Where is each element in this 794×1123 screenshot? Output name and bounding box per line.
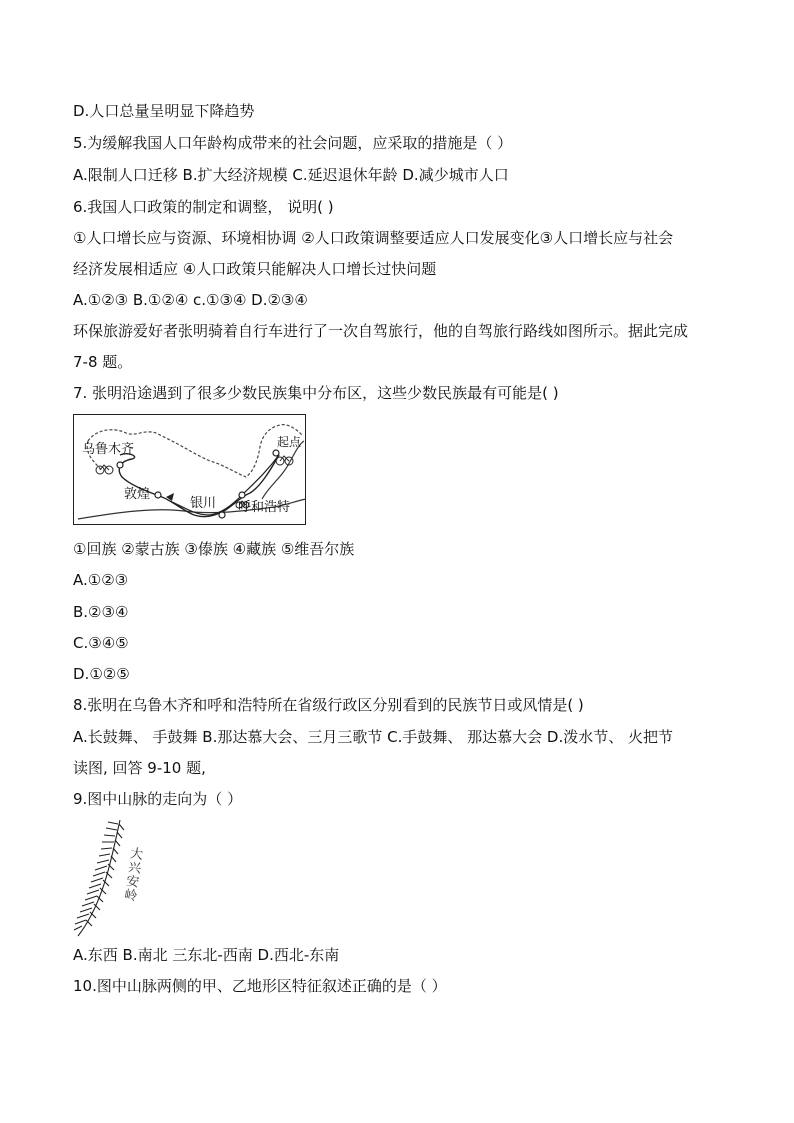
question-9-options: A.东西 B.南北 三东北-西南 D.西北-东南 — [73, 946, 340, 964]
question-6-statements-1: ①人口增长应与资源、环境相协调 ②人口政策调整要适应人口发展变化③人口增长应与社会 — [73, 229, 674, 247]
route-map — [73, 414, 306, 525]
question-7-option-c: C.③④⑤ — [73, 634, 129, 652]
passage-7-8-line-1: 环保旅游爱好者张明骑着自行车进行了一次自驾旅行，他的自驾旅行路线如图所示。据此完成 — [73, 322, 689, 340]
question-5-options: A.限制人口迁移 B.扩大经济规模 C.延迟退休年龄 D.减少城市人口 — [73, 166, 509, 184]
label-hohhot: 呼和浩特 — [238, 500, 291, 515]
question-7-statements: ①回族 ②蒙古族 ③傣族 ④藏族 ⑤维吾尔族 — [73, 540, 355, 558]
question-7: 7. 张明沿途遇到了很多少数民族集中分布区，这些少数民族最有可能是( ) — [73, 384, 559, 402]
mountain-hachure — [74, 822, 118, 930]
mountain-hachure-2 — [86, 824, 124, 926]
start-dot — [273, 450, 279, 456]
question-8-options: A.长鼓舞、 手鼓舞 B.那达慕大会、三月三歌节 C.手鼓舞、 那达慕大会 D.泼水节、 火把节 — [73, 728, 673, 746]
question-5: 5.为缓解我国人口年龄构成带来的社会问题，应采取的措施是（ ） — [73, 134, 513, 152]
label-start: 起点 — [277, 435, 302, 449]
question-6-statements-2: 经济发展相适应 ④人口政策只能解决人口增长过快问题 — [73, 260, 437, 278]
mountain-ridge — [78, 820, 120, 936]
coast-line — [262, 441, 304, 499]
question-10: 10.图中山脉两侧的甲、乙地形区特征叙述正确的是（ ） — [73, 977, 447, 995]
question-9: 9.图中山脉的走向为（ ） — [73, 790, 243, 808]
dunhuang-dot — [155, 492, 161, 498]
question-7-option-a: A.①②③ — [73, 571, 129, 589]
hohhot-dot — [239, 492, 245, 498]
bicycle-icon — [96, 465, 113, 474]
question-8: 8.张明在乌鲁木齐和呼和浩特所在省级行政区分别看到的民族节日或风情是( ) — [73, 696, 584, 714]
question-6: 6.我国人口政策的制定和调整， 说明( ) — [73, 198, 334, 216]
label-yinchuan: 银川 — [190, 496, 217, 511]
passage-7-8-line-2: 7-8 题。 — [73, 353, 133, 371]
mountain-map — [72, 818, 142, 938]
label-urumqi: 乌鲁木齐 — [82, 442, 135, 457]
question-6-options: A.①②③ B.①②④ c.①③④ D.②③④ — [73, 291, 308, 309]
passage-9-10: 读图, 回答 9-10 题, — [73, 759, 206, 777]
mountain-label: 大兴安岭 — [123, 846, 144, 905]
line-d-population: D.人口总量呈明显下降趋势 — [73, 102, 255, 120]
urumqi-dot — [117, 462, 123, 468]
yinchuan-dot — [219, 512, 225, 518]
question-7-option-b: B.②③④ — [73, 603, 129, 621]
question-7-option-d: D.①②⑤ — [73, 665, 130, 683]
label-dunhuang: 敦煌 — [124, 487, 151, 502]
